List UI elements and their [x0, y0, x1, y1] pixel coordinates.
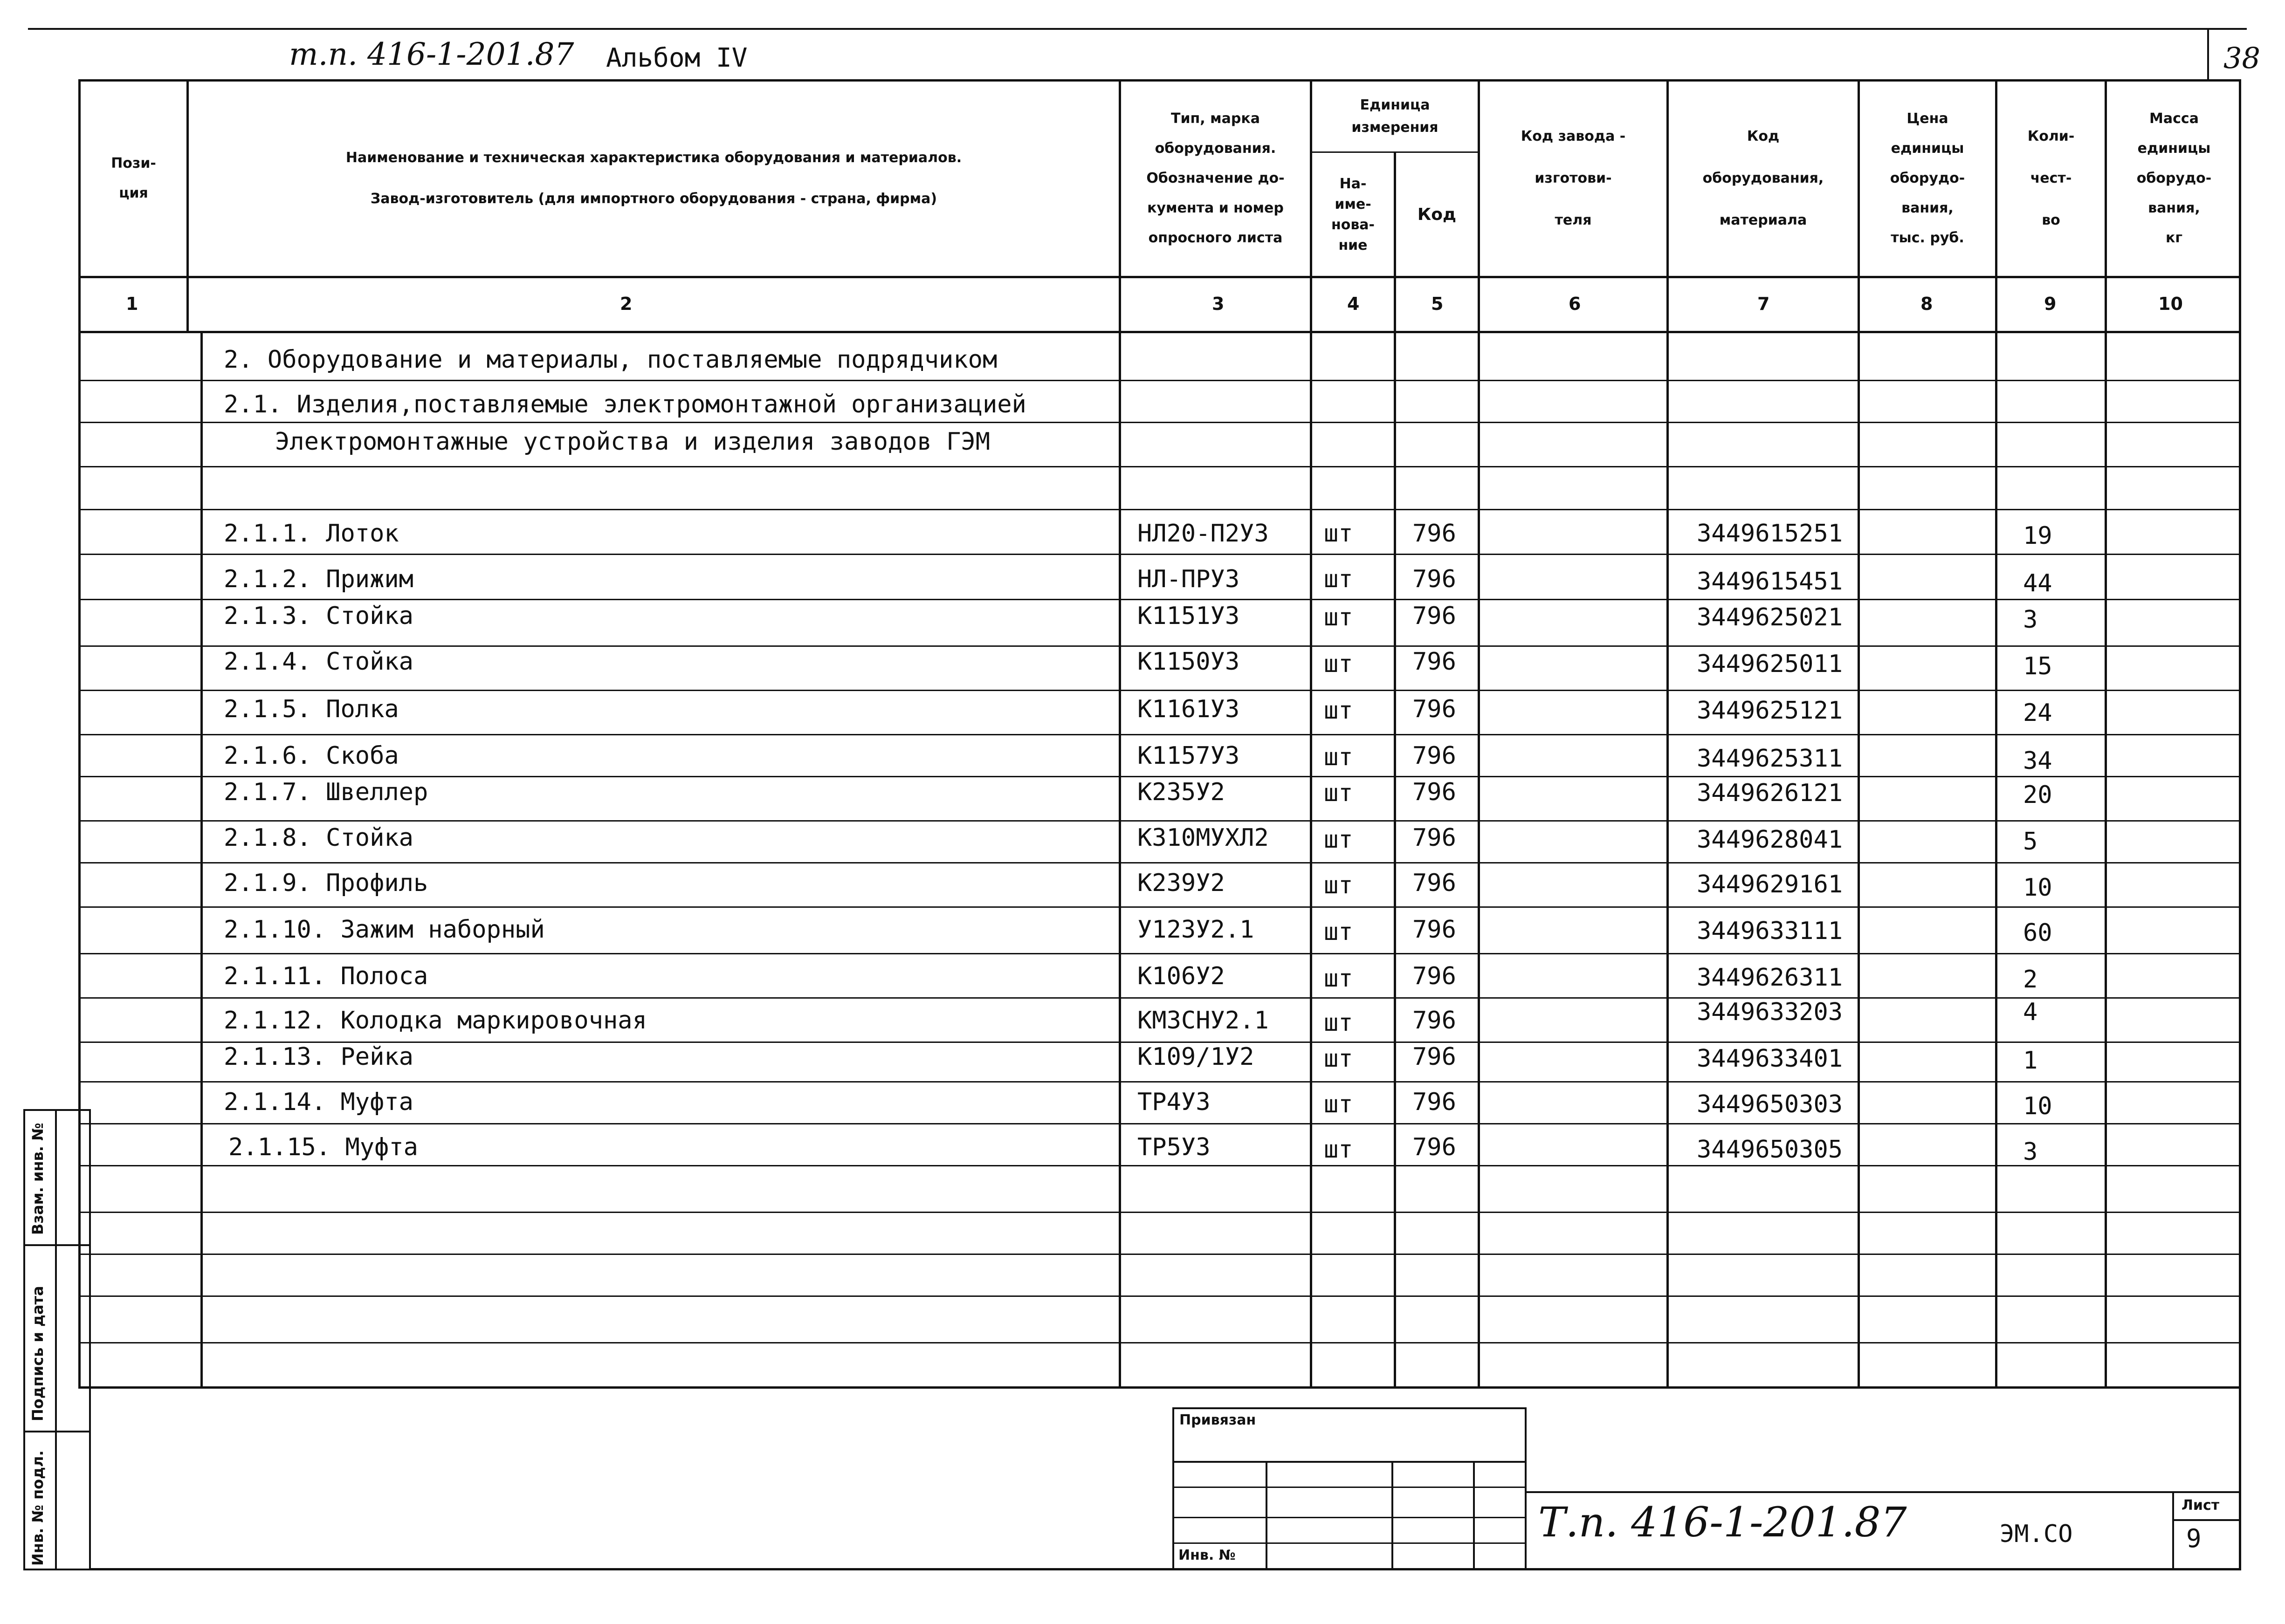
section-subheading: 2.1. Изделия,поставляемые электромонтажной организацией: [224, 391, 1026, 418]
row-9-qty: 10: [2023, 874, 2052, 902]
sheet-corner-number: 38: [2223, 41, 2260, 75]
row-15-type: ТР5УЗ: [1137, 1133, 1211, 1161]
col-num-2: 2: [620, 294, 633, 314]
row-9-name: 2.1.9. Профиль: [224, 869, 428, 897]
row-10-unit-code: 796: [1412, 916, 1456, 944]
corner-box-line: [2207, 30, 2209, 81]
row-12-qty: 4: [2023, 998, 2038, 1026]
side-stamp-divider: [55, 1109, 57, 1570]
row-15-code: 3449650305: [1697, 1136, 1843, 1164]
row-12-name: 2.1.12. Колодка маркировочная: [224, 1007, 647, 1035]
title-block-rule: [1527, 1491, 2241, 1493]
row-5-name: 2.1.5. Полка: [224, 695, 399, 723]
row-rule: [78, 1295, 2241, 1297]
row-5-qty: 24: [2023, 699, 2052, 727]
row-rule: [78, 953, 2241, 954]
col-header-equipment-code: Код оборудования, материала: [1702, 128, 1824, 228]
row-rule: [78, 1212, 2241, 1213]
col-num-4: 4: [1347, 294, 1360, 314]
row-3-code: 3449625021: [1697, 603, 1843, 631]
row-1-type: НЛ20-П2УЗ: [1137, 520, 1269, 548]
row-13-name: 2.1.13. Рейка: [224, 1043, 413, 1071]
row-rule: [78, 734, 2241, 735]
colnum-bottom-rule: [78, 331, 2241, 333]
row-3-qty: 3: [2023, 606, 2038, 634]
row-8-name: 2.1.8. Стойка: [224, 824, 413, 852]
row-rule: [78, 466, 2241, 467]
row-13-unit-code: 796: [1412, 1043, 1456, 1071]
col-num-1: 1: [126, 294, 138, 314]
title-block-frame: [91, 1386, 2241, 1570]
row-14-unit-code: 796: [1412, 1088, 1456, 1116]
row-15-unit-code: 796: [1412, 1133, 1456, 1161]
row-4-code: 3449625011: [1697, 650, 1843, 678]
row-13-qty: 1: [2023, 1047, 2038, 1075]
col-header-mass: Масса единицы оборудо- вания, кг: [2136, 110, 2212, 246]
title-block-sheet-number: 9: [2186, 1524, 2202, 1553]
side-stamp-rule: [23, 1244, 91, 1246]
col-header-unit-name: На- име- нова- ние: [1331, 176, 1375, 254]
row-9-unit-code: 796: [1412, 869, 1456, 897]
row-4-qty: 15: [2023, 652, 2052, 680]
row-3-name: 2.1.3. Стойка: [224, 602, 413, 630]
row-2-qty: 44: [2023, 569, 2052, 597]
row-13-code: 3449633401: [1697, 1045, 1843, 1073]
row-9-type: К239У2: [1137, 869, 1225, 897]
row-rule: [78, 997, 2241, 999]
col-header-type: Тип, марка оборудования. Обозначение до- кумента и номер опросного листа: [1146, 110, 1285, 246]
col-num-8: 8: [1920, 294, 1933, 314]
row-1-unit: шт: [1324, 520, 1353, 548]
col-num-3: 3: [1212, 294, 1225, 314]
title-block-doc-ref: Т.п. 416-1-201.87: [1538, 1498, 1907, 1546]
row-3-unit: шт: [1324, 603, 1353, 631]
row-6-qty: 34: [2023, 747, 2052, 775]
bound-stamp-col: [1391, 1461, 1393, 1570]
row-rule: [78, 554, 2241, 555]
row-7-unit: шт: [1324, 779, 1353, 807]
row-15-unit: шт: [1324, 1136, 1353, 1164]
row-9-code: 3449629161: [1697, 870, 1843, 898]
row-7-type: К235У2: [1137, 778, 1225, 806]
row-13-unit: шт: [1324, 1045, 1353, 1073]
row-4-type: К1150УЗ: [1137, 648, 1240, 676]
row-14-code: 3449650303: [1697, 1090, 1843, 1118]
row-13-type: К109/1У2: [1137, 1043, 1254, 1071]
bound-stamp-col: [1473, 1461, 1475, 1570]
row-rule: [78, 380, 2241, 381]
row-3-unit-code: 796: [1412, 602, 1456, 630]
row-5-type: К1161УЗ: [1137, 695, 1240, 723]
row-rule: [78, 820, 2241, 822]
col-header-unit: Единица измерения: [1351, 97, 1438, 136]
col-num-9: 9: [2044, 294, 2057, 314]
row-8-unit-code: 796: [1412, 824, 1456, 852]
row-1-code: 3449615251: [1697, 520, 1843, 548]
row-2-type: НЛ-ПРУЗ: [1137, 565, 1240, 593]
col-header-position: Пози- ция: [111, 155, 156, 201]
col-header-maker-code: Код завода - изготови- теля: [1521, 128, 1626, 228]
row-12-code: 3449633203: [1697, 998, 1843, 1026]
row-14-qty: 10: [2023, 1092, 2052, 1120]
side-stamp-rule: [23, 1431, 91, 1432]
row-7-unit-code: 796: [1412, 778, 1456, 806]
col-header-unit-code: Код: [1417, 205, 1457, 224]
bound-stamp-inv-no: Инв. №: [1178, 1547, 1236, 1563]
title-block-sheet-col: [2172, 1491, 2174, 1570]
row-15-name: 2.1.15. Муфта: [228, 1133, 418, 1161]
row-10-code: 3449633111: [1697, 917, 1843, 945]
row-1-unit-code: 796: [1412, 520, 1456, 548]
row-4-unit-code: 796: [1412, 648, 1456, 676]
row-2-code: 3449615451: [1697, 568, 1843, 596]
row-10-qty: 60: [2023, 919, 2052, 947]
row-rule: [78, 645, 2241, 647]
row-12-unit: шт: [1324, 1009, 1353, 1037]
row-rule: [78, 776, 2241, 777]
col-num-6: 6: [1569, 294, 1581, 314]
title-block-mark: ЭМ.СО: [2000, 1520, 2073, 1548]
row-11-code: 3449626311: [1697, 964, 1843, 992]
row-10-type: У123У2.1: [1137, 916, 1254, 944]
row-rule: [78, 1081, 2241, 1083]
row-5-unit-code: 796: [1412, 695, 1456, 723]
col-line-body-1: [200, 333, 203, 1389]
header-album: Альбом IV: [606, 43, 748, 73]
col-line-4: [1394, 151, 1396, 1389]
row-4-unit: шт: [1324, 650, 1353, 678]
row-7-qty: 20: [2023, 781, 2052, 809]
bound-stamp-col: [1266, 1461, 1267, 1570]
col-header-name: Наименование и техническая характеристика оборудования и материалов. Завод-изготовитель (для импортного оборудования - страна, фирма): [345, 149, 962, 207]
row-5-code: 3449625121: [1697, 697, 1843, 725]
row-3-type: К1151УЗ: [1137, 602, 1240, 630]
row-2-unit: шт: [1324, 565, 1353, 593]
row-6-name: 2.1.6. Скоба: [224, 742, 399, 770]
row-12-unit-code: 796: [1412, 1007, 1456, 1035]
bound-stamp-label: Привязан: [1179, 1412, 1256, 1428]
row-14-name: 2.1.14. Муфта: [224, 1088, 413, 1116]
row-rule: [78, 862, 2241, 863]
row-rule: [78, 422, 2241, 423]
section-subheading-2: Электромонтажные устройства и изделия заводов ГЭМ: [275, 428, 991, 456]
row-2-name: 2.1.2. Прижим: [224, 565, 413, 593]
row-2-unit-code: 796: [1412, 565, 1456, 593]
row-10-unit: шт: [1324, 918, 1353, 946]
title-block-sheet-label: Лист: [2182, 1497, 2220, 1514]
header-doc-ref: т.п. 416-1-201.87: [289, 36, 574, 72]
section-heading: 2. Оборудование и материалы, поставляемые подрядчиком: [224, 346, 998, 374]
row-12-type: КМЗСНУ2.1: [1137, 1007, 1269, 1035]
row-15-qty: 3: [2023, 1138, 2038, 1166]
row-6-type: К1157УЗ: [1137, 742, 1240, 770]
row-rule: [78, 1254, 2241, 1255]
row-7-name: 2.1.7. Швеллер: [224, 778, 428, 806]
col-header-quantity: Коли- чест- во: [2027, 128, 2075, 228]
col-num-10: 10: [2158, 294, 2183, 314]
row-rule: [78, 1342, 2241, 1343]
row-5-unit: шт: [1324, 697, 1353, 725]
row-rule: [78, 906, 2241, 908]
row-1-qty: 19: [2023, 522, 2052, 550]
row-4-name: 2.1.4. Стойка: [224, 648, 413, 676]
row-rule: [78, 1165, 2241, 1166]
side-stamp-signature: Подпись и дата: [29, 1286, 47, 1421]
row-8-code: 3449628041: [1697, 826, 1843, 854]
row-10-name: 2.1.10. Зажим наборный: [224, 916, 545, 944]
row-11-type: К106У2: [1137, 962, 1225, 990]
row-rule: [78, 1123, 2241, 1124]
row-14-unit: шт: [1324, 1090, 1353, 1118]
row-11-unit-code: 796: [1412, 962, 1456, 990]
row-rule: [78, 599, 2241, 600]
row-11-qty: 2: [2023, 966, 2038, 994]
col-header-price: Цена единицы оборудо- вания, тыс. руб.: [1890, 110, 1965, 246]
row-8-qty: 5: [2023, 828, 2038, 856]
row-rule: [78, 509, 2241, 510]
row-8-unit: шт: [1324, 826, 1353, 854]
side-stamp-replace-inv: Взам. инв. №: [29, 1123, 47, 1235]
header-bottom-rule: [78, 276, 2241, 278]
side-stamp-inv-no: Инв. № подл.: [29, 1450, 47, 1566]
row-14-type: ТР4УЗ: [1137, 1088, 1211, 1116]
row-6-code: 3449625311: [1697, 745, 1843, 773]
top-rule: [28, 28, 2247, 30]
row-11-name: 2.1.11. Полоса: [224, 962, 428, 990]
col-num-7: 7: [1757, 294, 1770, 314]
row-6-unit: шт: [1324, 743, 1353, 771]
row-9-unit: шт: [1324, 871, 1353, 899]
row-1-name: 2.1.1. Лоток: [224, 520, 399, 548]
row-11-unit: шт: [1324, 965, 1353, 993]
title-block-sheet-rule: [2172, 1519, 2241, 1521]
row-8-type: К310МУХЛ2: [1137, 824, 1269, 852]
col-num-5: 5: [1431, 294, 1444, 314]
row-rule: [78, 690, 2241, 691]
row-7-code: 3449626121: [1697, 779, 1843, 807]
row-6-unit-code: 796: [1412, 742, 1456, 770]
